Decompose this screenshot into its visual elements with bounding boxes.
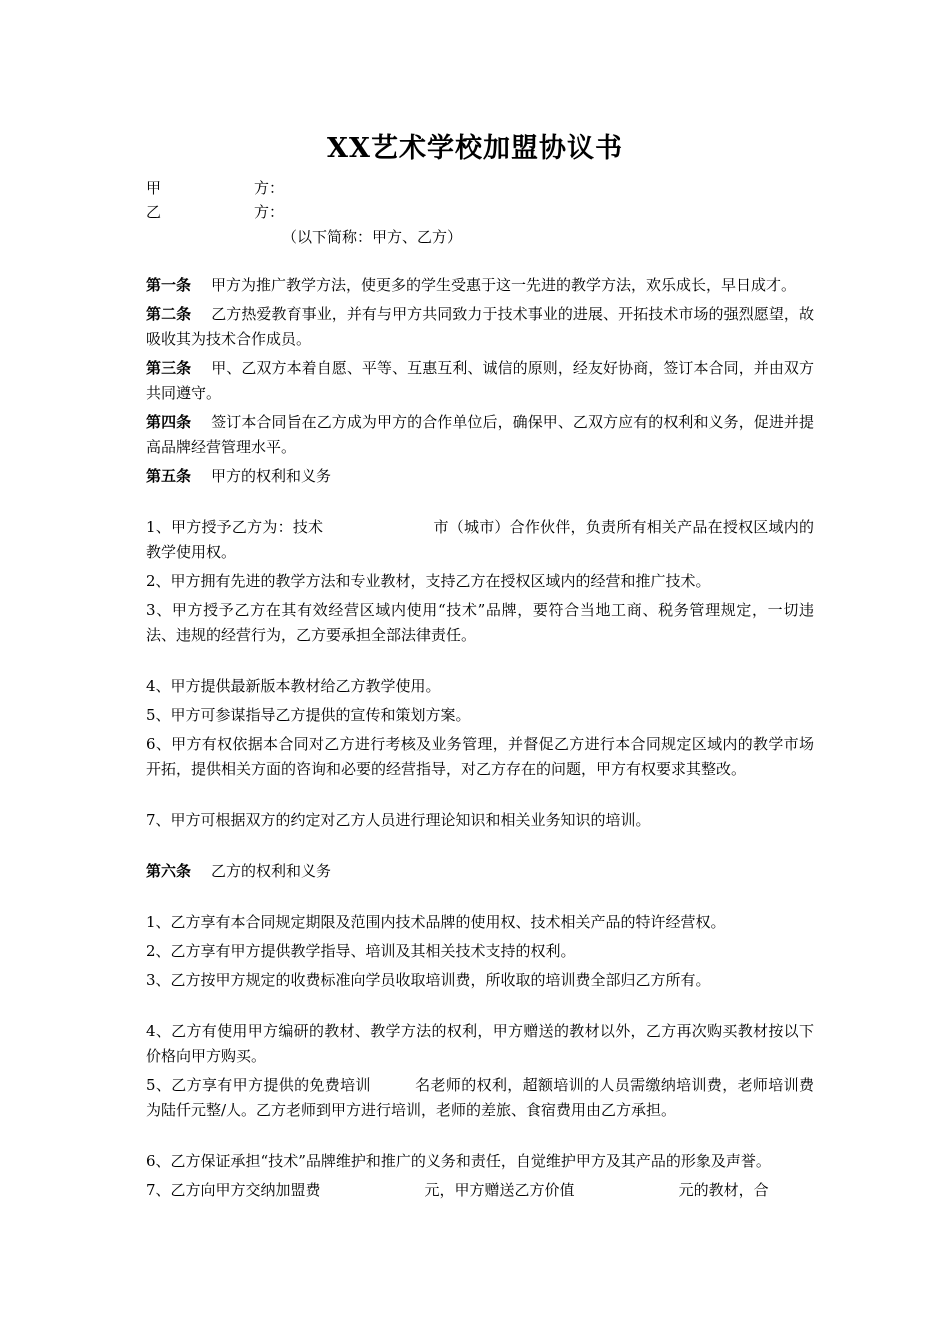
- art5-item-2: 2、甲方拥有先进的教学方法和专业教材，支持乙方在授权区域内的经营和推广技术。: [146, 572, 711, 590]
- article-text: 签订本合同旨在乙方成为甲方的合作单位后，确保甲、乙双方应有的权利和义务，促进并提高品牌经营管理水平。: [146, 413, 814, 456]
- article-number: 第五条: [146, 467, 192, 485]
- art5-item-4: 4、甲方提供最新版本教材给乙方教学使用。: [146, 677, 441, 695]
- article-number: 第四条: [146, 413, 192, 431]
- art5-item-7: 7、甲方可根据双方的约定对乙方人员进行理论知识和相关业务知识的培训。: [146, 811, 651, 829]
- art6-item-6: 6、乙方保证承担“技术”品牌维护和推广的义务和责任，自觉维护甲方及其产品的形象及声誉。: [146, 1152, 771, 1170]
- article-3: [146, 356, 814, 406]
- articles-block: [146, 273, 814, 1207]
- item-text: 元，甲方赠送乙方价值: [424, 1181, 575, 1199]
- party-b-line: [146, 201, 284, 223]
- article-6: [146, 859, 814, 884]
- party-b-label: 乙: [146, 203, 162, 221]
- item-text: 名老师的权利，超额培训的人员需缴纳培训费，老师培训费为陆仟元整/人。乙方老师到甲方进行培训，老师的差旅、食宿费用由乙方承担。: [146, 1076, 814, 1119]
- article-number: 第一条: [146, 276, 192, 294]
- article-text: 甲方为推广教学方法，使更多的学生受惠于这一先进的教学方法，欢乐成长，早日成才。: [211, 276, 797, 294]
- article-2: [146, 302, 814, 352]
- document-title: XX艺术学校加盟协议书: [327, 133, 623, 164]
- article-number: 第三条: [146, 359, 192, 377]
- art5-item-5: 5、甲方可参谋指导乙方提供的宣传和策划方案。: [146, 706, 471, 724]
- art6-item-3: 3、乙方按甲方规定的收费标准向学员收取培训费，所收取的培训费全部归乙方所有。: [146, 971, 711, 989]
- article-text: 甲、乙双方本着自愿、平等、互惠互利、诚信的原则，经友好协商，签订本合同，并由双方共同遵守。: [146, 359, 814, 402]
- article-number: 第二条: [146, 305, 192, 323]
- item-text: 元的教材，合: [678, 1181, 769, 1199]
- article-text: 乙方的权利和义务: [211, 862, 332, 880]
- abbreviation-note: （以下简称：甲方、乙方）: [282, 228, 463, 246]
- party-a-label: 甲: [146, 179, 162, 197]
- item-text: 1、甲方授予乙方为：技术: [146, 518, 324, 536]
- article-1: [146, 273, 814, 298]
- item-text: 5、乙方享有甲方提供的免费培训: [146, 1076, 371, 1094]
- party-b-suffix: 方：: [254, 203, 285, 221]
- article-text: 乙方热爱教育事业，并有与甲方共同致力于技术事业的进展、开拓技术市场的强烈愿望，故吸收其为技术合作成员。: [146, 305, 814, 348]
- art6-item-7: [146, 1178, 814, 1203]
- item-text: 7、乙方向甲方交纳加盟费: [146, 1181, 321, 1199]
- article-4: [146, 410, 814, 460]
- party-a-suffix: 方：: [254, 179, 285, 197]
- art5-item-1: [146, 515, 814, 565]
- article-number: 第六条: [146, 862, 192, 880]
- article-5: [146, 464, 814, 489]
- art6-item-1: 1、乙方享有本合同规定期限及范围内技术品牌的使用权、技术相关产品的特许经营权。: [146, 913, 726, 931]
- art5-item-6: 6、甲方有权依据本合同对乙方进行考核及业务管理，并督促乙方进行本合同规定区域内的教学市场开拓，提供相关方面的咨询和必要的经营指导，对乙方存在的问题，甲方有权要求其整改。: [146, 735, 814, 778]
- party-a-line: [146, 177, 284, 199]
- art6-item-4: 4、乙方有使用甲方编研的教材、教学方法的权利，甲方赠送的教材以外，乙方再次购买教材按以下价格向甲方购买。: [146, 1022, 814, 1065]
- art5-item-3: 3、甲方授予乙方在其有效经营区域内使用“技术”品牌，要符合当地工商、税务管理规定，一切违法、违规的经营行为，乙方要承担全部法律责任。: [146, 601, 814, 644]
- article-text: 甲方的权利和义务: [211, 467, 332, 485]
- art6-item-2: 2、乙方享有甲方提供教学指导、培训及其相关技术支持的权利。: [146, 942, 576, 960]
- item-text: 市（城市）合作伙伴，负责所有相关产品在授权区域内的教学使用权。: [146, 518, 814, 561]
- art6-item-5: [146, 1073, 814, 1123]
